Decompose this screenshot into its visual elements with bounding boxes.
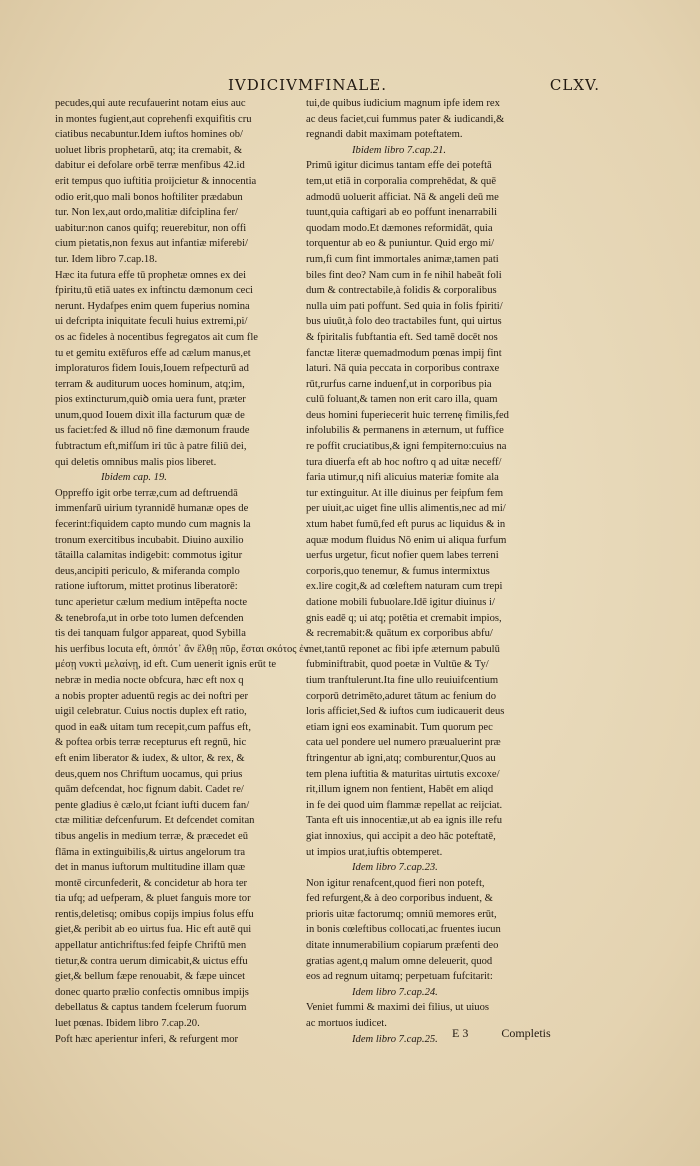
text-line: ut impios urat,iuftis obtemperet. — [306, 846, 443, 858]
text-line: rūt,rurfus carne induenf,ut in corporibus pia — [306, 378, 492, 390]
text-line: aquæ modum fluidus Nō enim ui aliqua furfum — [306, 534, 507, 546]
text-line: ftringentur ab igni,atq; comburentur,Quos au — [306, 752, 496, 764]
text-line: fubtractum eft,mifſum iri tūc à patre filiū dei, — [55, 441, 247, 453]
text-line: Hæc ita futura effe tū prophetæ omnes ex dei — [55, 269, 247, 281]
text-line: bus uiuūt,à folo deo tractabiles funt, qui uirtus — [306, 316, 502, 328]
text-line: a nobis propter aduentū regis ac dei noftri per — [55, 690, 248, 702]
text-line: regnandi dabit maximam poteftatem. — [306, 129, 463, 141]
running-header — [228, 76, 600, 98]
text-line: μέσῃ νυκτὶ μελαίνῃ, id eft. Cum uenerit ignis erūt te — [55, 659, 277, 671]
text-line: tis dei tanquam fulgor appareat, quod Sybilla — [55, 628, 246, 640]
text-line: Ibidem cap. 19. — [101, 472, 167, 484]
text-line: Non igitur renafcent,quod fieri non poteft, — [306, 877, 485, 889]
text-line: uigil celebratur. Cuius noctis duplex eft ratio, — [55, 706, 247, 718]
text-line: pente gladius è cælo,ut fciant iufti ducem fan/ — [55, 799, 250, 811]
text-line: cata uel pondere uel numero præualuerint præ — [306, 737, 501, 749]
text-line: ac mortuos iudicet. — [306, 1018, 387, 1030]
text-line: immenfarū uirium tyrannidē humanæ opes de — [55, 503, 249, 515]
text-line: donec quarto prælio confectis omnibus impijs — [55, 986, 249, 998]
text-line: tem plena iuftitia & maturitas uirtutis excoxe/ — [306, 768, 500, 780]
text-line: prioris uitæ factorumq; omniū memores erūt, — [306, 908, 497, 920]
text-line: us faciet:fed & illud nō fine dæmonum fraude — [55, 425, 250, 437]
text-line: Veniet fummi & maximi dei filius, ut uiuos — [306, 1002, 490, 1014]
text-line: ac deus faciet,cui fummus pater & iudicandi,& — [306, 113, 505, 125]
signature-line — [452, 1026, 581, 1041]
text-line: quod in ea& uitam tum recepit,cum paffus eft, — [55, 721, 252, 733]
text-line: & poftea orbis terræ recepturus eft regnū, hic — [55, 737, 247, 749]
text-line: per uiuit,ac uiget fine ullis alimentis,nec ad mi/ — [306, 503, 506, 515]
text-line: tur. Idem libro 7.cap.18. — [55, 253, 158, 265]
text-line: biles fint deo? Nam cum in fe nihil habeāt foli — [306, 269, 502, 281]
text-line: Poft hæc aperientur inferi, & refurgent mor — [55, 1033, 239, 1045]
text-line: gnis eadē q; ui atq; potētia et cremabit impios, — [306, 612, 502, 624]
text-line: Idem libro 7.cap.24. — [352, 986, 438, 998]
text-line: luet pœnas. Ibidem libro 7.cap.20. — [55, 1018, 200, 1030]
text-line: dum & contrectabile,à folidis & corporalibus — [306, 285, 497, 297]
text-line: & tenebrofa,ut in orbe toto lumen defcenden — [55, 612, 244, 624]
text-line: erit tempus quo iuftitia proijcietur & innocentia — [55, 175, 257, 187]
text-line: ratione iuftorum, mittet protinus liberatorē: — [55, 581, 238, 593]
text-line: loris afficiet,Sed & iuftos cum iudicauerit deus — [306, 706, 505, 718]
text-line: giet,& peribit ab eo uirtus fua. Hic eft autē qui — [55, 924, 252, 936]
text-line: pios extincturum,quiꝺ omia uera funt, præter — [55, 394, 246, 406]
text-line: met,tantū reponet ac fibi ipfe æternum pabulū — [306, 643, 500, 655]
text-line: xtum habet fumū,fed eft purus ac liquidus & in — [306, 519, 506, 531]
text-line: tuunt,quia caftigari ab eo poffunt inenarrabili — [306, 207, 498, 219]
text-line: in montes fugient,aut coprehenfi exquifitis cru — [55, 113, 252, 125]
text-line: uerfus urgetur, ficut nofier quem labes terreni — [306, 550, 499, 562]
text-line: nebræ in media nocte obfcura, hæc eft nox q — [55, 674, 244, 686]
text-line: debellatus & captus tandem fcelerum fuorum — [55, 1002, 247, 1014]
text-line: uoluet libris prophetarũ, atq; ita cremabit, & — [55, 144, 243, 156]
text-line: appellatur antichriftus:fed feipfe Chriftū men — [55, 940, 247, 952]
text-line: infolubilis & permanens in æternum, ut fuffice — [306, 425, 504, 437]
text-line: tātailla calamitas indigebit: commotus igitur — [55, 550, 243, 562]
text-line: Primū igitur dicimus tantam effe dei poteftā — [306, 160, 492, 172]
text-line: cium pietatis,non fexus aut infantiæ miferebi/ — [55, 238, 248, 250]
text-line: in fe dei quod uim flammæ repellat ac reijciat. — [306, 799, 503, 811]
text-line: admodū uoluerit afficiat. Nā & angeli deū me — [306, 191, 499, 203]
text-line: unum,quod Iouem dixit illa facturum quæ de — [55, 409, 245, 421]
text-line: deus homini fuperiecerit huic terrenę fimilis,fed — [306, 409, 509, 421]
text-line: tur extinguitur. At ille diuinus per feipfum fem — [306, 487, 504, 499]
catchword: Completis — [501, 1026, 551, 1040]
text-line: corporis,quo tenemur, & fumus intermixtus — [306, 565, 490, 577]
running-title: IVDICIVM — [228, 76, 315, 94]
text-line: tura diuerfa eft ab hoc noftro q ad uitæ neceff/ — [306, 456, 502, 468]
running-title-2: FINALE. — [314, 76, 387, 94]
text-line: tibus angelis in medium terræ, & præcedet eū — [55, 830, 248, 842]
text-line: his uerfibus locuta eft, ὁππότ᾽ ἂν ἔλθῃ πῦρ, ἔσται σκότος ἐν — [55, 643, 309, 655]
text-line: ctæ militiæ defcenfurum. Et defcendet comitan — [55, 815, 255, 827]
folio-number: CLXV. — [549, 76, 600, 94]
text-line: eos ad regnum uitamq; perpetuam fufcitarit: — [306, 971, 493, 983]
text-line: in bonis cœleftibus collocati,ac fruentes iucun — [306, 924, 501, 936]
text-line: quām defcendat, hoc fignum dabit. Cadet re/ — [55, 784, 244, 796]
text-line: tu et gemitu extēfuros effe ad cælum manus,et — [55, 347, 251, 359]
text-line: ui defcripta iniquitate feculi huius extremi,pi/ — [55, 316, 248, 328]
text-line: faria utimur,q nifi alicuius materiæ fomite ala — [306, 472, 499, 484]
text-line: gratias agent,q malum omne deleuerit, quod — [306, 955, 493, 967]
text-line: culū foluant,& tamen non erit caro illa, quam — [306, 394, 498, 406]
text-line: Idem libro 7.cap.25. — [352, 1033, 438, 1045]
text-line: imploraturos fidem Iouis,Iouem refpecturū ad — [55, 363, 249, 375]
text-line: Tanta eft uis innocentiæ,ut ab ea ignis ille refu — [306, 815, 503, 827]
text-line: giet,& bellum fæpe renouabit, & fæpe uincet — [55, 971, 246, 983]
text-line: tium tranftulerunt.Ita fine ullo reuiuifcentium — [306, 674, 499, 686]
text-line: tur. Non lex,aut ordo,malitiæ difciplina fer/ — [55, 207, 238, 219]
right-text-column — [306, 96, 579, 1047]
text-line: nerunt. Hydafpes enim quem fuperius nomina — [55, 300, 250, 312]
text-line: uabitur:non canos quifq; reuerebitur, non offi — [55, 222, 247, 234]
text-line: montē circunfederit, & concidetur ab hora ter — [55, 877, 248, 889]
signature-mark: E 3 — [452, 1026, 469, 1040]
text-line: ex.lire cogit,& ad cœleftem naturam cum trepi — [306, 581, 503, 593]
text-line: tui,de quibus iudicium magnum ipfe idem rex — [306, 98, 500, 109]
text-line: Ibidem libro 7.cap.21. — [352, 144, 447, 156]
text-line: rum,fi cum fint immortales animæ,tamen pati — [306, 253, 499, 265]
text-line: & fpiritalis fubftantia eft. Sed tamē docēt nos — [306, 331, 498, 343]
text-line: rentis,deletisq; omibus copijs impius folus effu — [55, 908, 254, 920]
text-line: tia ufq; ad uefperam, & pluet fanguis more tor — [55, 893, 251, 905]
text-line: giat innoxius, qui accipit a deo hāc poteftatē, — [306, 830, 496, 842]
text-line: fecerint:fiquidem capto mundo cum magnis la — [55, 519, 251, 531]
text-line: Idem libro 7.cap.23. — [352, 862, 438, 874]
text-line: det in manus iuftorum multitudine illam quæ — [55, 862, 246, 874]
text-line: dabitur ei defolare orbē terræ menfibus 42.id — [55, 160, 245, 172]
text-line: tronum exercitibus incubabit. Diuino auxilio — [55, 534, 244, 546]
text-line: deus,quem nos Chriftum uocamus, qui prius — [55, 768, 243, 780]
text-line: tem,ut etiā in corporalia comprehēdat, & quē — [306, 175, 497, 187]
text-line: etiam igni eos examinabit. Tum quorum pec — [306, 721, 493, 733]
text-line: torquentur ab eo & puniuntur. Quid ergo mi/ — [306, 238, 495, 250]
text-line: eft enim liberator & iudex, & ultor, & rex, & — [55, 752, 245, 764]
text-line: pecudes,qui aute recufauerint notam eius auc — [55, 98, 246, 109]
text-line: & recremabit:& quātum ex corporibus abfu/ — [306, 628, 493, 640]
text-line: quodam modo.Et dæmones reformidāt, quia — [306, 222, 493, 234]
text-line: fubminiftrabit, quod poetæ in Vultūe & Ty/ — [306, 659, 489, 671]
text-line: Oppreffo igit orbe terræ,cum ad deftruendā — [55, 487, 238, 499]
text-line: corporū detrimēto,aduret tātum ac fenium do — [306, 690, 497, 702]
text-line: fpiritu,tū etiā uates ex inftinctu dæmonum ceci — [55, 285, 253, 297]
text-line: ciatibus necabuntur.Idem iuftos homines ob/ — [55, 129, 244, 141]
text-line: laturi. Nā quia peccata in corporibus contraxe — [306, 363, 500, 375]
text-line: fed refurgent,& à deo corporibus induent, & — [306, 893, 493, 905]
text-line: terram & auditurum uoces hominum, atq;im, — [55, 378, 245, 390]
text-line: re poffit cruciatibus,& igni fempiterno:cuius na — [306, 441, 507, 453]
text-line: flāma in extinguibilis,& uirtus angelorum tra — [55, 846, 246, 858]
text-line: fanctæ literæ quemadmodum pœnas impij fint — [306, 347, 502, 359]
text-line: deus,ancipiti periculo, & miferanda complo — [55, 565, 240, 577]
text-line: datione mobili fubuolare.Idē igitur diuinus i/ — [306, 597, 495, 608]
text-line: os ac fideles à nocentibus fegregatos ait cum fle — [55, 331, 258, 343]
text-line: ditate innumerabilium copiarum præfenti deo — [306, 940, 499, 952]
text-line: odio erit,quo mali bonos hoftiliter prædabun — [55, 191, 243, 203]
text-line: tunc aperietur cælum medium intēpefta nocte — [55, 597, 248, 608]
text-line: tietur,& contra uerum dimicabit,& uictus effu — [55, 955, 248, 967]
text-line: nulla uim pati poffunt. Sed quia in folis fpiriti/ — [306, 300, 503, 312]
text-line: rit,illum ignem non fentient, Habēt em aliqd — [306, 784, 494, 796]
left-text-column — [55, 96, 313, 1047]
text-line: qui deletis omnibus malis pios liberet. — [55, 456, 217, 468]
